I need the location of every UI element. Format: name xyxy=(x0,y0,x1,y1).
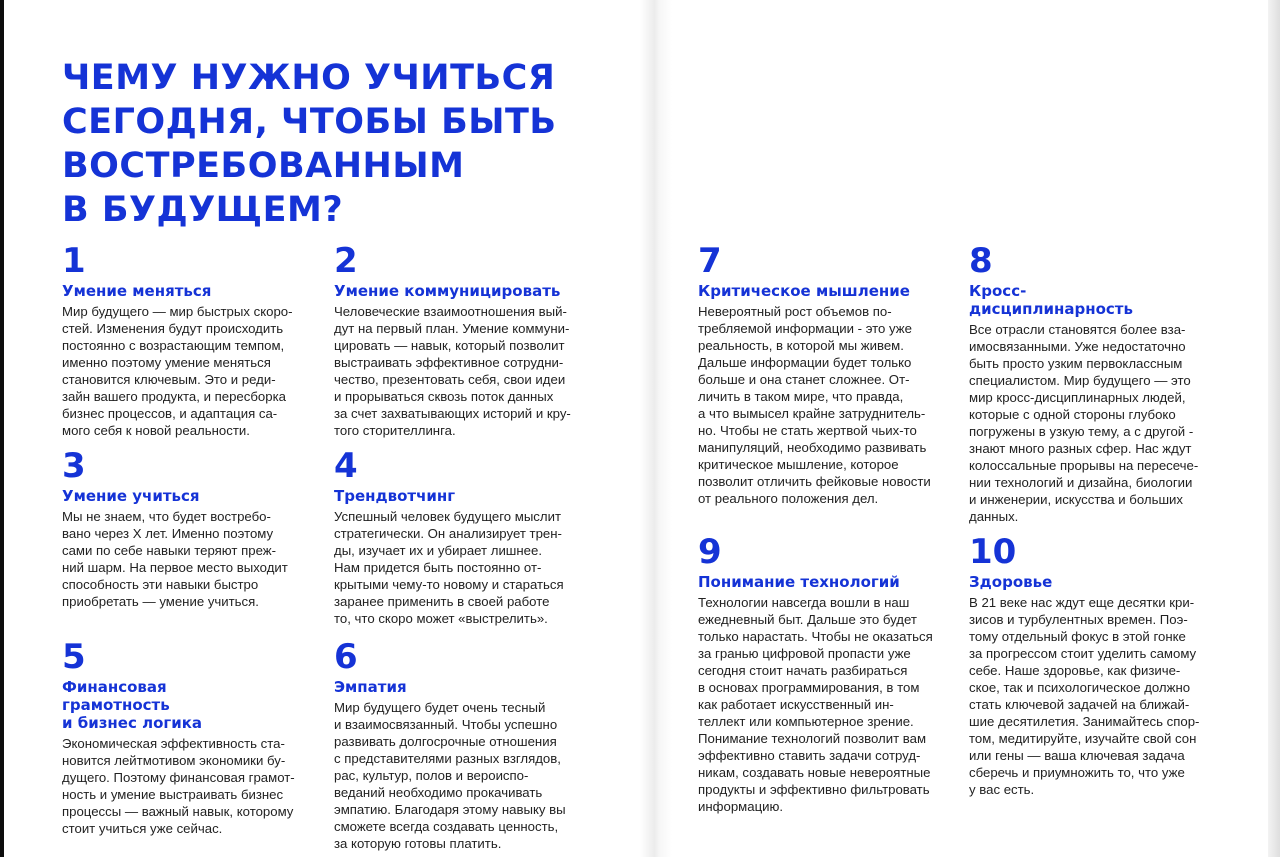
page-right-edge xyxy=(1268,0,1280,857)
section-4 xyxy=(334,446,594,627)
section-number: 3 xyxy=(62,446,86,486)
section-body-line: ний шарм. На первое место выходит xyxy=(62,560,288,575)
section-heading-line: Кросс- xyxy=(969,282,1027,300)
book-spine xyxy=(640,0,672,857)
section-body-line: реальность, в которой мы живем. xyxy=(698,338,904,353)
section-body-line: В 21 веке нас ждут еще десятки кри- xyxy=(969,595,1195,610)
section-body-line: никам, создавать новые невероятные xyxy=(698,765,931,780)
section-number: 2 xyxy=(334,241,358,281)
section-3 xyxy=(62,446,322,610)
section-heading-line: Понимание технологий xyxy=(698,573,900,591)
section-body xyxy=(62,735,322,837)
section-body-line: знают много разных сфер. Нас ждут xyxy=(969,441,1192,456)
section-heading-line: Умение коммуницировать xyxy=(334,282,561,300)
section-body-line: зисов и турбулентных времен. Поэ- xyxy=(969,612,1188,627)
section-body-line: специалистом. Мир будущего — это xyxy=(969,373,1191,388)
section-body-line: данных. xyxy=(969,509,1019,524)
section-body-line: Дальше информации будет только xyxy=(698,355,912,370)
section-body-line: а что вымысел крайне затруднитель- xyxy=(698,406,926,421)
section-body-line: у вас есть. xyxy=(969,782,1035,797)
section-9 xyxy=(698,532,958,815)
title-line: СЕГОДНЯ, ЧТОБЫ БЫТЬ xyxy=(62,102,557,142)
section-body xyxy=(334,508,594,627)
section-heading xyxy=(969,573,1229,591)
section-heading xyxy=(969,282,1229,318)
page-left-edge xyxy=(0,0,4,857)
section-body-line: Человеческие взаимоотношения вый- xyxy=(334,304,567,319)
section-body-line: сберечь и приумножить то, что уже xyxy=(969,765,1185,780)
section-body-line: выстраивать эффективное сотрудни- xyxy=(334,355,564,370)
section-heading xyxy=(62,282,322,300)
section-body-line: цировать — навык, который позволит xyxy=(334,338,565,353)
section-body-line: стратегически. Он анализирует трен- xyxy=(334,526,562,541)
section-body-line: которые с одной стороны глубоко xyxy=(969,407,1176,422)
section-heading-line: Эмпатия xyxy=(334,678,407,696)
section-body-line: шие десятилетия. Занимайтесь спор- xyxy=(969,714,1200,729)
section-body-line: эмпатию. Благодаря этому навыку вы xyxy=(334,802,566,817)
section-body-line: за счет захватывающих историй и кру- xyxy=(334,406,571,421)
section-body-line: именно поэтому умение меняться xyxy=(62,355,271,370)
section-body-line: в основах программирования, в том xyxy=(698,680,920,695)
section-body-line: рас, культур, полов и вероиспо- xyxy=(334,768,529,783)
section-body-line: стать ключевой задачей на ближай- xyxy=(969,697,1190,712)
section-body-line: Понимание технологий позволит вам xyxy=(698,731,927,746)
section-number: 9 xyxy=(698,532,722,572)
section-number: 8 xyxy=(969,241,993,281)
section-body-line: сможете всегда создавать ценность, xyxy=(334,819,559,834)
section-body-line: требляемой информации - это уже xyxy=(698,321,912,336)
section-body-line: и инженерии, искусства и больших xyxy=(969,492,1183,507)
section-body xyxy=(698,303,958,507)
section-body-line: дут на первый план. Умение коммуни- xyxy=(334,321,570,336)
section-body-line: от реального положения дел. xyxy=(698,491,879,506)
section-body-line: быть просто узким первоклассным xyxy=(969,356,1183,371)
section-body-line: новится лейтмотивом экономики бу- xyxy=(62,753,286,768)
section-body-line: и прорываться сквозь поток данных xyxy=(334,389,554,404)
section-body-line: Мир будущего будет очень тесный xyxy=(334,700,546,715)
section-heading xyxy=(698,573,958,591)
section-body-line: мир кросс-дисциплинарных людей, xyxy=(969,390,1186,405)
section-body-line: себе. Наше здоровье, как физиче- xyxy=(969,663,1181,678)
section-heading xyxy=(62,678,322,732)
section-body-line: за которую готовы платить. xyxy=(334,836,502,851)
section-body-line: и взаимосвязанный. Чтобы успешно xyxy=(334,717,558,732)
section-body-line: нии технологий и дизайна, биологии xyxy=(969,475,1193,490)
section-heading xyxy=(698,282,958,300)
section-body xyxy=(334,303,594,439)
title-line: В БУДУЩЕМ? xyxy=(62,190,344,230)
section-heading-line: Умение меняться xyxy=(62,282,212,300)
section-body-line: Невероятный рост объемов по- xyxy=(698,304,892,319)
section-body-line: за прогрессом стоит уделить самому xyxy=(969,646,1197,661)
section-body-line: информацию. xyxy=(698,799,784,814)
section-body-line: ды, изучает их и убирает лишнее. xyxy=(334,543,543,558)
section-body-line: приобретать — умение учиться. xyxy=(62,594,259,609)
section-heading-line: и бизнес логика xyxy=(62,714,203,732)
section-body-line: стей. Изменения будут происходить xyxy=(62,321,284,336)
section-body-line: или гены — ваша ключевая задача xyxy=(969,748,1185,763)
section-body-line: стоит учиться уже сейчас. xyxy=(62,821,223,836)
section-body xyxy=(62,303,322,439)
section-number: 7 xyxy=(698,241,722,281)
section-body-line: постоянно с возрастающим темпом, xyxy=(62,338,285,353)
section-5 xyxy=(62,637,322,837)
section-body-line: становится ключевым. Это и реди- xyxy=(62,372,276,387)
section-body xyxy=(62,508,322,610)
section-body-line: заранее применить в своей работе xyxy=(334,594,550,609)
section-body-line: критическое мышление, которое xyxy=(698,457,899,472)
section-body-line: больше и она станет сложнее. От- xyxy=(698,372,910,387)
section-body-line: ность и умение выстраивать бизнес xyxy=(62,787,284,802)
section-heading-line: Критическое мышление xyxy=(698,282,910,300)
section-body-line: крытыми чему-то новому и стараться xyxy=(334,577,564,592)
section-heading xyxy=(62,487,322,505)
section-body-line: личить в таком мире, что правда, xyxy=(698,389,904,404)
section-body xyxy=(969,321,1229,525)
section-body xyxy=(969,594,1229,798)
section-body-line: зайн вашего продукта, и пересборка xyxy=(62,389,286,404)
section-1 xyxy=(62,241,322,439)
title-line: ЧЕМУ НУЖНО УЧИТЬСЯ xyxy=(62,58,556,98)
section-heading-line: дисциплинарность xyxy=(969,300,1133,318)
section-8 xyxy=(969,241,1229,525)
section-body-line: способность эти навыки быстро xyxy=(62,577,259,592)
section-body-line: бизнес процессов, и адаптация са- xyxy=(62,406,278,421)
section-number: 6 xyxy=(334,637,358,677)
section-body-line: мого себя к новой реальности. xyxy=(62,423,250,438)
section-body-line: дущего. Поэтому финансовая грамот- xyxy=(62,770,295,785)
section-heading-line: Умение учиться xyxy=(62,487,200,505)
section-body-line: продукты и эффективно фильтровать xyxy=(698,782,930,797)
section-body-line: колоссальные прорывы на пересече- xyxy=(969,458,1199,473)
section-body-line: то, что скоро может «выстрелить». xyxy=(334,611,548,626)
section-heading-line: грамотность xyxy=(62,696,170,714)
section-body-line: имосвязанными. Уже недостаточно xyxy=(969,339,1186,354)
section-heading xyxy=(334,282,594,300)
section-body-line: но. Чтобы не стать жертвой чьих-то xyxy=(698,423,917,438)
section-body-line: того сторителлинга. xyxy=(334,423,456,438)
section-10 xyxy=(969,532,1229,798)
section-body-line: Мы не знаем, что будет востребо- xyxy=(62,509,271,524)
section-heading-line: Финансовая xyxy=(62,678,167,696)
section-body-line: ское, так и психологическое должно xyxy=(969,680,1191,695)
section-body-line: веданий необходимо прокачивать xyxy=(334,785,543,800)
section-body-line: Успешный человек будущего мыслит xyxy=(334,509,562,524)
section-body-line: с представителями разных взглядов, xyxy=(334,751,561,766)
section-body-line: тому отдельный фокус в этой гонке xyxy=(969,629,1186,644)
section-body xyxy=(334,699,594,852)
section-body-line: вано через X лет. Именно поэтому xyxy=(62,526,274,541)
section-body-line: эффективно ставить задачи сотруд- xyxy=(698,748,921,763)
section-body-line: манипуляций, необходимо развивать xyxy=(698,440,927,455)
section-number: 5 xyxy=(62,637,86,677)
section-body-line: сами по себе навыки теряют преж- xyxy=(62,543,276,558)
section-6 xyxy=(334,637,594,852)
title-line: ВОСТРЕБОВАННЫМ xyxy=(62,146,465,186)
section-body-line: Мир будущего — мир быстрых скоро- xyxy=(62,304,293,319)
section-heading-line: Трендвотчинг xyxy=(334,487,456,505)
section-body-line: чество, презентовать себя, свои идеи xyxy=(334,372,566,387)
section-7 xyxy=(698,241,958,507)
section-body-line: только нарастать. Чтобы не оказаться xyxy=(698,629,933,644)
section-body-line: том, медитируйте, изучайте свой сон xyxy=(969,731,1197,746)
section-body-line: теллект или компьютерное зрение. xyxy=(698,714,914,729)
section-body-line: за гранью цифровой пропасти уже xyxy=(698,646,911,661)
section-heading xyxy=(334,487,594,505)
section-body-line: ежедневный быт. Дальше это будет xyxy=(698,612,917,627)
section-heading-line: Здоровье xyxy=(969,573,1053,591)
section-number: 4 xyxy=(334,446,358,486)
section-heading xyxy=(334,678,594,696)
section-body-line: Нам придется быть постоянно от- xyxy=(334,560,542,575)
section-body-line: процессы — важный навык, которому xyxy=(62,804,294,819)
section-body-line: Технологии навсегда вошли в наш xyxy=(698,595,910,610)
section-body-line: Все отрасли становятся более вза- xyxy=(969,322,1186,337)
section-body xyxy=(698,594,958,815)
section-number: 1 xyxy=(62,241,86,281)
section-2 xyxy=(334,241,594,439)
section-body-line: сегодня стоит начать разбираться xyxy=(698,663,908,678)
page-title xyxy=(62,56,622,232)
section-body-line: позволит отличить фейковые новости xyxy=(698,474,931,489)
section-body-line: как работает искусственный ин- xyxy=(698,697,894,712)
section-number: 10 xyxy=(969,532,1017,572)
section-body-line: Экономическая эффективность ста- xyxy=(62,736,285,751)
section-body-line: погружены в узкую тему, а с другой - xyxy=(969,424,1194,439)
section-body-line: развивать долгосрочные отношения xyxy=(334,734,557,749)
